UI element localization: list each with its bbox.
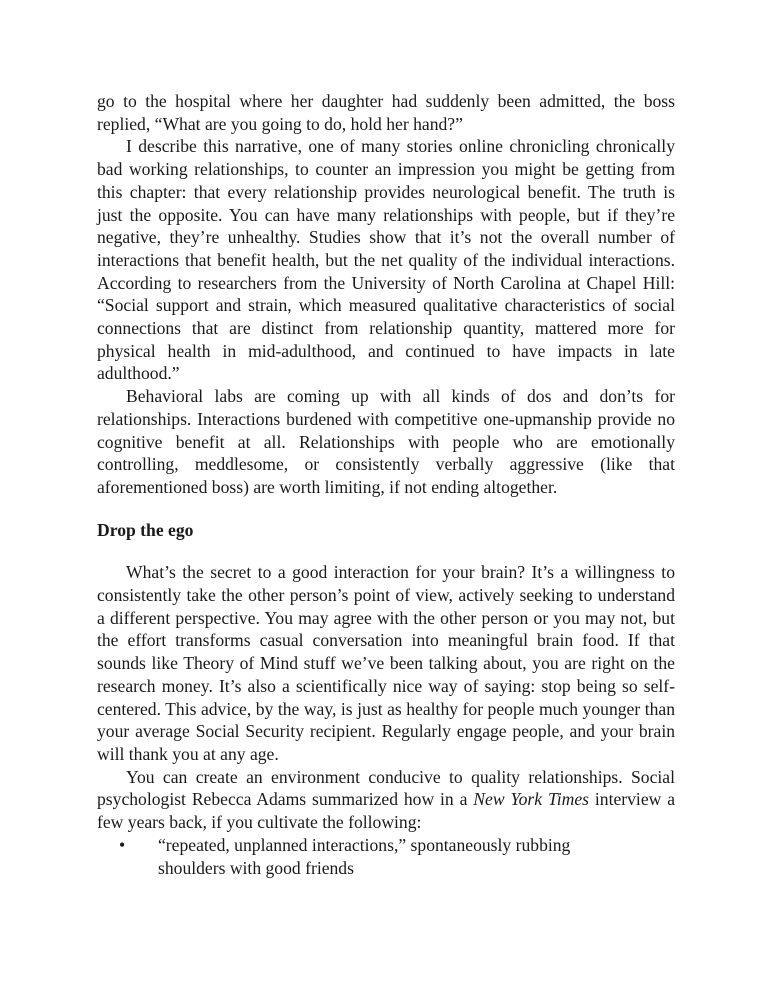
list-item [97,834,608,879]
paragraph-environment [97,766,675,834]
paragraph-environment-start: You can create an environment conducive to quality relationships. Social psychologist Rebecca Adams summarized how in a [97,766,675,810]
document-page [97,90,675,879]
bullet-icon: • [119,834,126,855]
paragraph-behavioral-labs: Behavioral labs are coming up with all kinds of dos and don’ts for relationships. Interactions burdened with competitive one-upmanship provide no cognitive benefit at all. Relationships with people who are emotionally controlling, meddlesome, or consistently verbally aggressive (like that aforementioned boss) are worth limiting, if not ending altogether. [97,386,675,497]
section-heading: Drop the ego [97,519,194,540]
paragraph-narrative: I describe this narrative, one of many stories online chronicling chronically bad working relationships, to counter an impression you might be getting from this chapter: that every relationship provides neurological benefit. The truth is just the opposite. You can have many relationships with people, but if they’re negative, they’re unhealthy. Studies show that it’s not the overall number of interactions that benefit health, but the net quality of the individual interactions. According to researchers from the University of North Carolina at Chapel Hill: “Social support and strain, which measured qualitative characteristics of social connections that are distinct from relationship quantity, mattered more for physical health in mid-adulthood, and continued to have impacts in late adulthood.” [97,136,675,384]
list-item-text: “repeated, unplanned interactions,” spontaneously rubbing shoulders with good friends [158,834,571,878]
bullet-list [97,834,675,879]
paragraph-secret: What’s the secret to a good interaction for your brain? It’s a willingness to consistently take the other person’s point of view, actively seeking to understand a different perspective. You may agree with the other person or you may not, but the effort transforms casual conversation into meaningful brain food. If that sounds like Theory of Mind stuff we’ve been talking about, you are right on the research money. It’s also a scientifically nice way of saying: stop being so self-centered. This advice, by the way, is just as healthy for people much younger than your average Social Security recipient. Regularly engage people, and your brain will thank you at any age. [97,562,675,764]
newspaper-title: New York Times [473,789,590,810]
paragraph-environment-end: interview a few years back, if you cultivate the following: [97,789,676,833]
paragraph-hospital: go to the hospital where her daughter had suddenly been admitted, the boss replied, “What are you going to do, hold her hand?” [97,91,675,134]
